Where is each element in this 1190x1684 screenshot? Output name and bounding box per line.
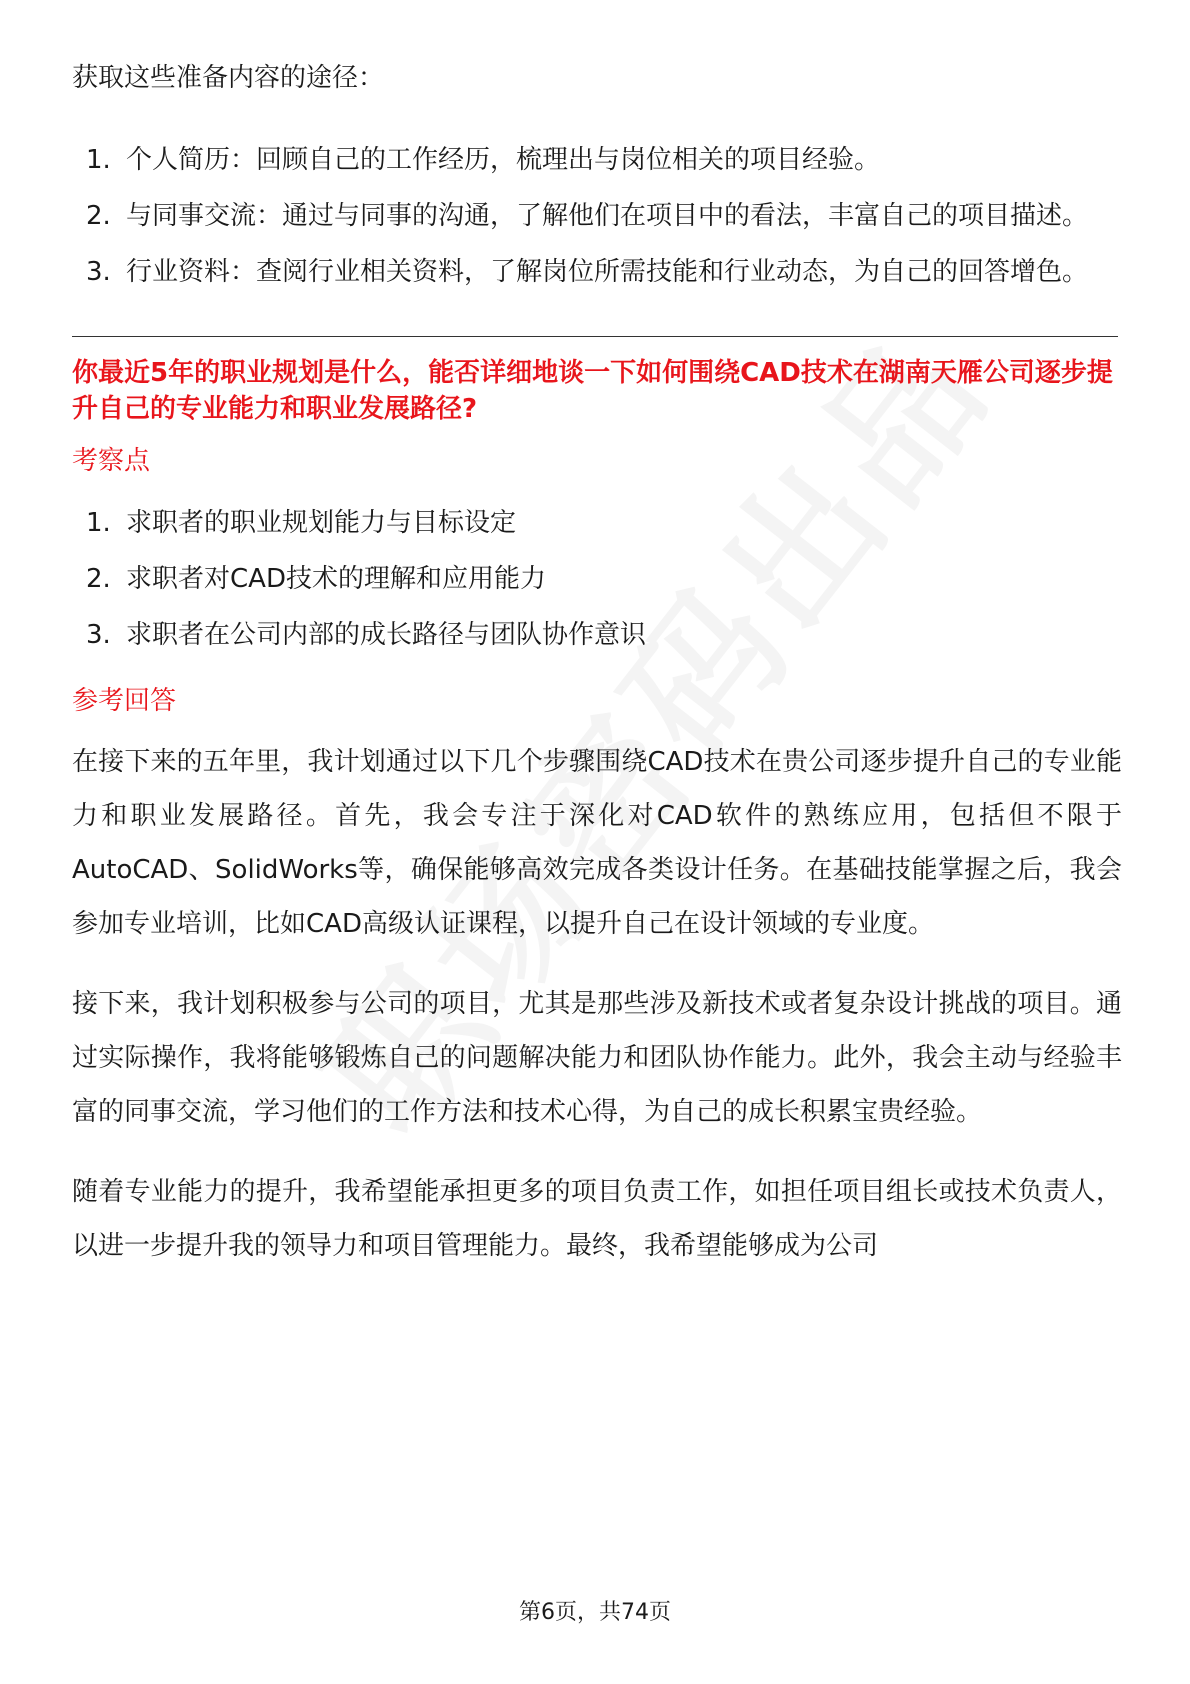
question-heading: 你最近5年的职业规划是什么，能否详细地谈一下如何围绕CAD技术在湖南天雁公司逐步提升自己的专业能力和职业发展路径?: [72, 358, 1113, 424]
list-item: 3. 求职者在公司内部的成长路径与团队协作意识: [86, 620, 647, 650]
assessment-list: [72, 495, 1122, 663]
divider: [72, 336, 1118, 337]
answer-title: 参考回答: [72, 686, 177, 716]
prep-list: [72, 132, 1122, 300]
list-item: 1. 求职者的职业规划能力与目标设定: [86, 508, 517, 538]
list-item: 2. 求职者对CAD技术的理解和应用能力: [86, 564, 546, 594]
page-content: [72, 58, 1122, 1299]
assessment-title: 考察点: [72, 446, 151, 476]
page-number: 第6页，共74页: [519, 1600, 671, 1625]
answer-paragraph: 在接下来的五年里，我计划通过以下几个步骤围绕CAD技术在贵公司逐步提升自己的专业能力和职业发展路径。首先，我会专注于深化对CAD软件的熟练应用，包括但不限于AutoCAD、SolidWorks等，确保能够高效完成各类设计任务。在基础技能掌握之后，我会参加专业培训，比如CAD高级认证课程，以提升自己在设计领域的专业度。: [72, 747, 1122, 939]
list-item: 1. 个人简历：回顾自己的工作经历，梳理出与岗位相关的项目经验。: [86, 145, 881, 175]
answer-paragraph: 随着专业能力的提升，我希望能承担更多的项目负责工作，如担任项目组长或技术负责人，以进一步提升我的领导力和项目管理能力。最终，我希望能够成为公司: [72, 1177, 1122, 1261]
answer-paragraph: 接下来，我计划积极参与公司的项目，尤其是那些涉及新技术或者复杂设计挑战的项目。通过实际操作，我将能够锻炼自己的问题解决能力和团队协作能力。此外，我会主动与经验丰富的同事交流，学习他们的工作方法和技术心得，为自己的成长积累宝贵经验。: [72, 989, 1122, 1127]
list-item: 2. 与同事交流：通过与同事的沟通，了解他们在项目中的看法，丰富自己的项目描述。: [86, 201, 1089, 231]
list-item: 3. 行业资料：查阅行业相关资料，了解岗位所需技能和行业动态，为自己的回答增色。: [86, 257, 1089, 287]
intro-text: 获取这些准备内容的途径：: [72, 63, 385, 93]
